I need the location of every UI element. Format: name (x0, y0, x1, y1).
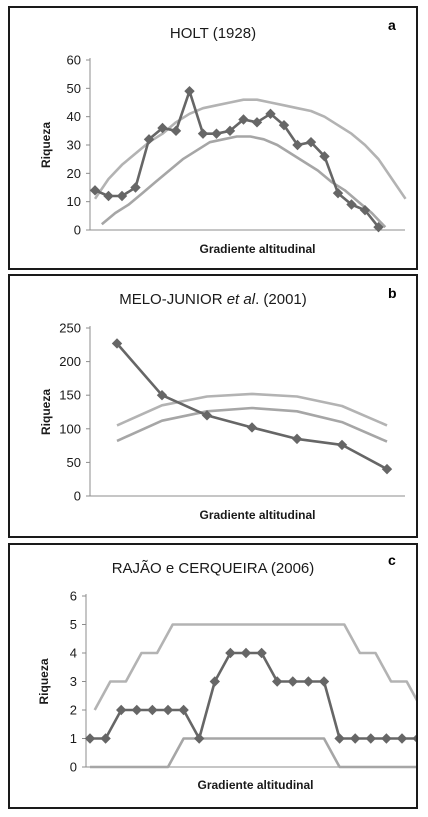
chart-a (10, 8, 416, 268)
y-axis-label: Riqueza (37, 658, 51, 705)
data-point (292, 434, 302, 444)
series-line-lower-bound (90, 739, 416, 768)
data-point (194, 733, 204, 743)
data-point (225, 648, 235, 658)
data-point (382, 464, 392, 474)
series-line-observed (95, 91, 379, 227)
series-line-upper-bound (95, 625, 416, 711)
y-tick-label: 0 (73, 222, 81, 238)
data-point (163, 705, 173, 715)
data-point (171, 126, 181, 136)
series-line-upper-bound (117, 394, 387, 426)
data-point (178, 705, 188, 715)
chart-title: HOLT (1928) (169, 25, 257, 42)
panel-letter: c (388, 552, 396, 568)
x-axis-label: Gradiente altitudinal (199, 508, 316, 522)
chart-panel-c (8, 543, 418, 809)
data-point (103, 191, 113, 201)
data-point (247, 422, 257, 432)
y-tick-label: 5 (69, 617, 77, 632)
y-tick-label: 4 (69, 645, 77, 661)
chart-title: RAJÃO e CERQUEIRA (2006) (111, 560, 315, 577)
data-point (116, 705, 126, 715)
data-point (210, 676, 220, 686)
chart-c (10, 545, 416, 807)
series-line-lower-bound (102, 137, 386, 228)
data-point (350, 733, 360, 743)
y-tick-label: 2 (69, 702, 77, 718)
data-point (241, 648, 251, 658)
data-point (381, 733, 391, 743)
data-point (132, 705, 142, 715)
data-point (397, 733, 407, 743)
y-tick-label: 150 (59, 387, 81, 403)
chart-title: MELO-JUNIOR et al. (2001) (119, 291, 307, 308)
chart-panel-a (8, 6, 418, 270)
data-point (211, 128, 221, 138)
panel-letter: b (388, 285, 397, 301)
data-point (288, 676, 298, 686)
y-tick-label: 1 (69, 731, 77, 746)
data-point (412, 733, 416, 743)
y-tick-label: 100 (59, 421, 81, 437)
chart-b (10, 276, 416, 536)
y-tick-label: 40 (66, 109, 81, 125)
y-tick-label: 0 (73, 488, 81, 504)
data-point (272, 676, 282, 686)
y-tick-label: 3 (69, 674, 77, 689)
y-tick-label: 30 (66, 137, 81, 153)
y-tick-label: 60 (66, 52, 81, 68)
data-point (147, 705, 157, 715)
y-tick-label: 250 (59, 320, 81, 336)
data-point (366, 733, 376, 743)
y-tick-label: 50 (66, 454, 81, 470)
data-point (256, 648, 266, 658)
y-tick-label: 20 (66, 165, 81, 181)
series-line-observed (90, 653, 416, 739)
x-axis-label: Gradiente altitudinal (197, 778, 314, 792)
data-point (303, 676, 313, 686)
series-line-upper-bound (95, 100, 406, 199)
data-point (319, 676, 329, 686)
data-point (337, 440, 347, 450)
y-tick-label: 0 (69, 759, 77, 775)
y-axis-label: Riqueza (39, 121, 53, 169)
data-point (198, 128, 208, 138)
data-point (184, 86, 194, 96)
y-tick-label: 10 (66, 194, 81, 210)
panel-letter: a (388, 17, 396, 33)
y-axis-label: Riqueza (39, 388, 53, 436)
y-tick-label: 6 (69, 588, 77, 604)
x-axis-label: Gradiente altitudinal (199, 242, 316, 256)
data-point (100, 733, 110, 743)
data-point (334, 733, 344, 743)
y-tick-label: 200 (59, 354, 81, 370)
y-tick-label: 50 (66, 80, 81, 96)
chart-panel-b (8, 274, 418, 538)
